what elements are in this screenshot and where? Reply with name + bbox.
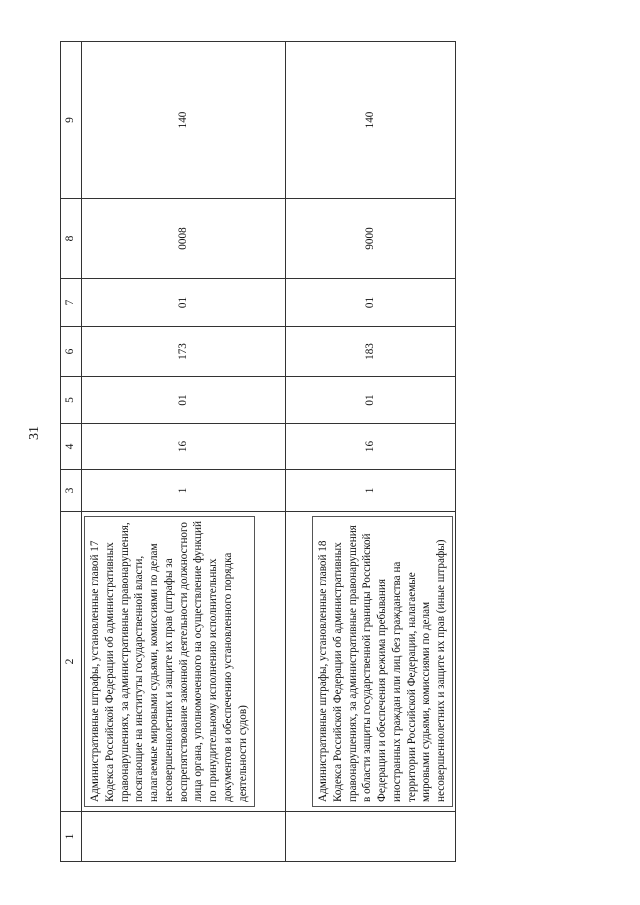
cell-col1 xyxy=(82,812,286,862)
cell-col1 xyxy=(286,812,456,862)
description-text: Административные штрафы, установленные главой 18 Кодекса Российской Федерации об административных правонарушениях, за административные правонарушения в области защиты государственной границы Российской Федерации и обеспечения режима пребывания иностранных граждан или лиц без гражданства на территории Российской Федерации, налагаемые мировыми судьями, комиссиями по делам несовершеннолетних и защите их прав (иные штрафы) xyxy=(312,516,453,807)
cell-col8: 0008 xyxy=(82,199,286,279)
column-number: 1 xyxy=(61,812,82,862)
column-number: 9 xyxy=(61,42,82,199)
column-number: 6 xyxy=(61,327,82,377)
cell-col4: 16 xyxy=(82,424,286,470)
column-number: 4 xyxy=(61,424,82,470)
cell-col9: 140 xyxy=(82,42,286,199)
column-number: 7 xyxy=(61,279,82,327)
cell-col5: 01 xyxy=(82,377,286,424)
cell-col9: 140 xyxy=(286,42,456,199)
description-text: Административные штрафы, установленные главой 17 Кодекса Российской Федерации об административных правонарушениях, за административные правонарушения, посягающие на институты государственной власти, налагаемые мировыми судьями, комиссиями по делам несовершеннолетних и защите их прав (штрафы за воспрепятствование законной деятельности должностного лица органа, уполномоченного на осуществление функций по принудительному исполнению исполнительных документов и обеспечению установленного порядка деятельности судов) xyxy=(84,516,255,807)
table-container xyxy=(60,42,456,862)
column-number: 3 xyxy=(61,470,82,512)
cell-col4: 16 xyxy=(286,424,456,470)
column-number: 8 xyxy=(61,199,82,279)
page-number: 31 xyxy=(27,426,42,440)
column-number: 2 xyxy=(61,512,82,812)
cell-col7: 01 xyxy=(82,279,286,327)
cell-col6: 173 xyxy=(82,327,286,377)
cell-col6: 183 xyxy=(286,327,456,377)
cell-description xyxy=(82,512,286,812)
table-row xyxy=(82,42,286,862)
cell-description xyxy=(286,512,456,812)
table-row xyxy=(286,42,456,862)
budget-codes-table xyxy=(60,41,456,862)
cell-col5: 01 xyxy=(286,377,456,424)
column-number: 5 xyxy=(61,377,82,424)
cell-col3: 1 xyxy=(286,470,456,512)
cell-col8: 9000 xyxy=(286,199,456,279)
cell-col7: 01 xyxy=(286,279,456,327)
cell-col3: 1 xyxy=(82,470,286,512)
column-number-row xyxy=(61,42,82,862)
